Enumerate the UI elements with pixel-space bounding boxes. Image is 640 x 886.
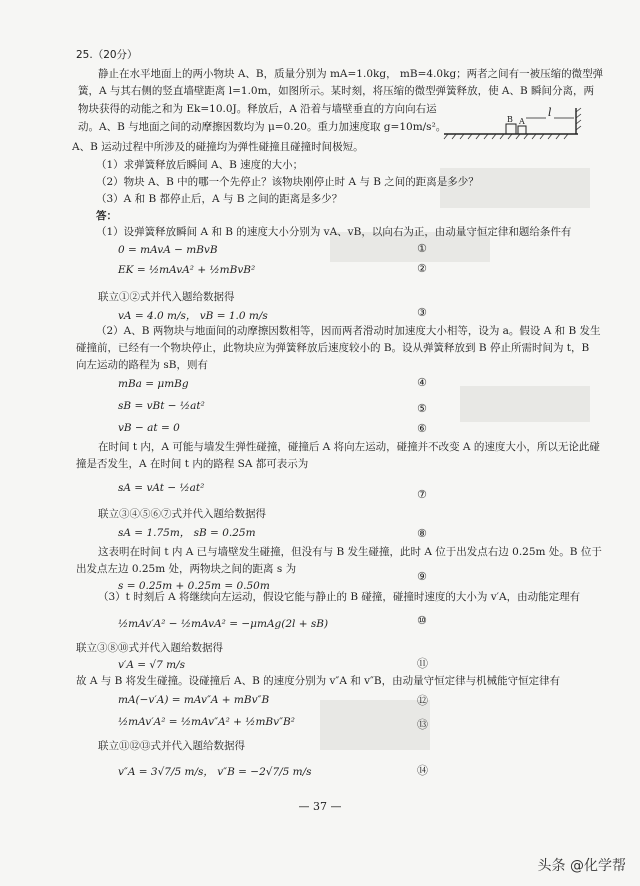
equation-number: ④ <box>417 376 427 389</box>
equation-number: ⑧ <box>417 527 427 540</box>
answer-paragraph: 联立③⑧⑩式并代入题给数据得 <box>76 642 223 654</box>
equation: v′A = √7 m/s <box>118 659 185 671</box>
equation: sB = vBt − ½at² <box>118 400 205 412</box>
answer-paragraph: （3）t 时刻后 A 将继续向左运动，假设它能与静止的 B 碰撞，碰撞时速度的大小为 v′A，由动能定理有 <box>98 591 581 603</box>
answer-paragraph: 联立①②式并代入题给数据得 <box>98 291 235 303</box>
answer-label: 答： <box>96 210 117 222</box>
equation: sA = vAt − ½at² <box>118 482 205 494</box>
equation: mA(−v′A) = mAv″A + mBv″B <box>118 694 270 706</box>
equation-number: ⑦ <box>417 488 427 501</box>
question-1: （1）求弹簧释放后瞬间 A、B 速度的大小； <box>96 159 304 171</box>
answer-paragraph: 在时间 t 内，A 可能与墙发生弹性碰撞，碰撞后 A 将向左运动，碰撞并不改变 A 的速度大小，所以无论此碰 <box>98 441 600 453</box>
question-2: （2）物块 A、B 中的哪一个先停止？该物块刚停止时 A 与 B 之间的距离是多少？ <box>96 176 479 188</box>
equation: vB − at = 0 <box>118 422 180 434</box>
equation-number: ② <box>417 262 427 275</box>
page-number: — 37 — <box>298 800 342 813</box>
problem-header: 25.（20分） <box>76 49 138 61</box>
equation: s = 0.25m + 0.25m = 0.50m <box>118 580 270 592</box>
equation-number: ⑩ <box>417 614 427 627</box>
problem-line: 物块获得的动能之和为 Ek=10.0J。释放后，A 沿着与墙壁垂直的方向向右运 <box>78 103 437 115</box>
equation: vA = 4.0 m/s， vB = 1.0 m/s <box>118 310 268 322</box>
equation-number: ⑤ <box>417 402 427 415</box>
watermark: 头条 @化学帮 <box>537 858 626 874</box>
equation: ½mAv′A² = ½mAv″A² + ½mBv″B² <box>118 716 295 728</box>
answer-paragraph: 碰撞前，已经有一个物块停止，此物块应为弹簧释放后速度较小的 B。设从弹簧释放到 B 停止所需时间为 t，B <box>76 342 590 354</box>
equation: v″A = 3√7/5 m/s， v″B = −2√7/5 m/s <box>118 766 312 778</box>
bleed-through-shade <box>320 700 430 750</box>
equation: sA = 1.75m， sB = 0.25m <box>118 527 256 539</box>
problem-line: 簧，A 与其右侧的竖直墙壁距离 l=1.0m，如图所示。某时刻，将压缩的微型弹簧释放，使 A、B 瞬间分离，两 <box>78 85 595 97</box>
equation: ½mAv′A² − ½mAvA² = −μmAg(2l + sB) <box>118 618 329 630</box>
answer-paragraph: 撞是否发生，A 在时间 t 内的路程 SA 都可表示为 <box>76 458 309 470</box>
block-b-label: B <box>507 115 513 124</box>
answer-paragraph: 这表明在时间 t 内 A 已与墙壁发生碰撞，但没有与 B 发生碰撞，此时 A 位于出发点右边 0.25m 处。B 位于 <box>98 546 602 558</box>
distance-label: l <box>548 106 552 119</box>
answer-paragraph: 联立⑪⑫⑬式并代入题给数据得 <box>98 740 245 752</box>
problem-line: A、B 运动过程中所涉及的碰撞均为弹性碰撞且碰撞时间极短。 <box>72 141 364 153</box>
equation-number: ⑪ <box>417 657 428 670</box>
bleed-through-shade <box>460 386 590 422</box>
equation-number: ⑫ <box>417 694 428 707</box>
answer-paragraph: 出发点左边 0.25m 处，两物块之间的距离 s 为 <box>76 563 297 575</box>
answer-paragraph: 故 A 与 B 将发生碰撞。设碰撞后 A、B 的速度分别为 v″A 和 v″B，由动量守恒定律与机械能守恒定律有 <box>76 675 561 687</box>
answer-paragraph: （2）A、B 两物块与地面间的动摩擦因数相等，因而两者滑动时加速度大小相等，设为 a。假设 A 和 B 发生 <box>96 325 601 337</box>
answer-paragraph: 向左运动的路程为 sB，则有 <box>76 359 208 371</box>
block-a-label: A <box>519 117 525 126</box>
answer-paragraph: （1）设弹簧释放瞬间 A 和 B 的速度大小分别为 vA、vB，以向右为正，由动量守恒定律和题给条件有 <box>96 226 572 238</box>
problem-line: 静止在水平地面上的两小物块 A、B，质量分别为 mA=1.0kg， mB=4.0kg；两者之间有一被压缩的微型弹 <box>98 68 604 80</box>
problem-line: 动。A、B 与地面之间的动摩擦因数均为 μ=0.20。重力加速度取 g=10m/s²。 <box>78 121 447 133</box>
question-3: （3）A 和 B 都停止后，A 与 B 之间的距离是多少？ <box>96 193 343 205</box>
equation-number: ⑬ <box>417 718 428 731</box>
equation: mBa = μmBg <box>118 378 189 390</box>
equation: 0 = mAvA − mBvB <box>118 244 218 256</box>
equation-number: ⑨ <box>417 570 427 583</box>
wall-figure <box>440 104 590 140</box>
equation-number: ⑥ <box>417 422 427 435</box>
equation-number: ③ <box>417 306 427 319</box>
equation: EK = ½mAvA² + ½mBvB² <box>118 264 256 276</box>
equation-number: ① <box>417 242 427 255</box>
equation-number: ⑭ <box>417 764 428 777</box>
answer-paragraph: 联立③④⑤⑥⑦式并代入题给数据得 <box>98 508 266 520</box>
